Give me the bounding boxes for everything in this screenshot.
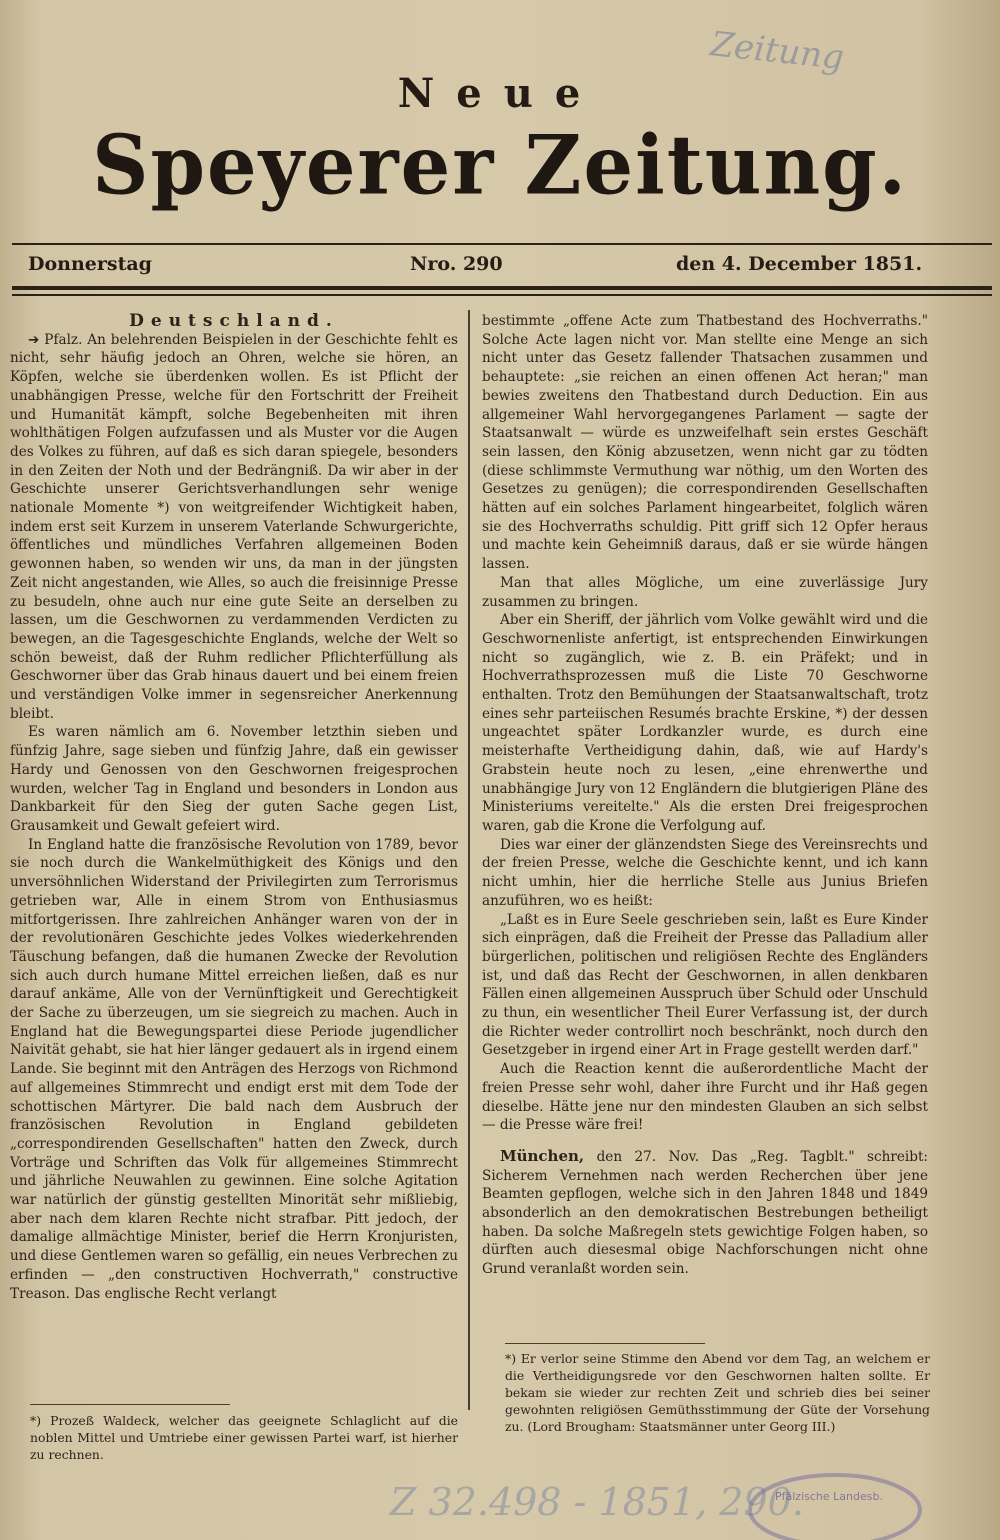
left-footnote-rule: [30, 1404, 230, 1405]
article-paragraph: Es waren nämlich am 6. November letzthin sieben und fünfzig Jahre, sage sieben und fünfzig Jahre, daß ein gewisser Hardy und Genossen von den Geschwornen freigesprochen wurden, welcher Tag in England und besonders in London aus Dankbarkeit für den Sieg der guten Sache gegen List, Grausamkeit und Gewalt gefeiert wird.: [10, 724, 458, 834]
article-paragraph: ➔ Pfalz. An belehrenden Beispielen in der Geschichte fehlt es nicht, sehr häufig jedoch an Ohren, welche sie hören, an Köpfen, welche sie überdenken wollen. Es ist Pflicht der unabhängigen Presse, welche für den Fortschritt der Freiheit und Humanität kämpft, solche Begebenheiten mit ihren wohlthätigen Folgen aufzufassen und als Muster vor die Augen des Volkes zu führen, auf daß es sich daran spiegele, besonders in den Zeiten der Noth und der Bedrängniß. Da wir aber in der Geschichte unserer Gerichtsverhandlungen sehr wenige nationale Momente *) von weitgreifender Wichtigkeit haben, indem erst seit Kurzem in unserem Vaterlande Schwurgerichte, öffentliches und mündliches Verfahren allgemeinen Boden gewonnen haben, so wenden wir uns, da man in der jüngsten Zeit nicht angestanden, wie Alles, so auch die freisinnige Presse zu besudeln, ohne auch nur eine gute Seite an derselben zu lassen, um die Geschwornen zu verdammenden Verdicten zu bewegen, an die Tagesgeschichte Englands, welche der Welt so schön beweist, daß der Ruhm redlicher Pflichterfüllung als Geschworner über das Grab hinaus dauert und bei einem freien und verständigen Volke immer in segensreicher Anerkennung bleibt.: [10, 331, 458, 722]
right-footnote-text: *) Er verlor seine Stimme den Abend vor dem Tag, an welchem er die Vertheidigungsrede vor den Geschwornen halten sollte. Er bekam sie wieder zur rechten Zeit und schrieb dies bei seiner gewohnten religiösen Gemüthsstimmung der Güte der Vorsehung zu. (Lord Brougham: Staatsmänner unter Georg III.): [505, 1351, 930, 1434]
section-title: Deutschland.: [129, 311, 339, 331]
top-rule: [12, 243, 992, 245]
article-paragraph: Aber ein Sheriff, der jährlich vom Volke gewählt wird und die Geschwornenliste anfertigt, ist entsprechenden Einwirkungen nicht so zugänglich, wie z. B. ein Präfekt; und in Hochverrathsprozessen muß die Liste 70 Geschworne enthalten. Trotz den Bemühungen der Staatsanwaltschaft, trotz eines sehr parteiischen Resumés brachte Erskine, *) der dessen ungeachtet später Lordkanzler wurde, es durch eine meisterhafte Vertheidigung dahin, daß, wie auf Hardy's Grabstein heute noch zu lesen, „eine ehrenwerthe und unabhängige Jury von 12 Engländern die blutgierigen Pläne des Ministeriums vereitelte." Als die ersten Drei freigesprochen waren, gab die Krone die Verfolgung auf.: [482, 612, 928, 834]
munich-text: den 27. Nov. Das „Reg. Tagblt." schreibt: Sicherem Vernehmen nach werden Recherchen über jene Beamten gepflogen, welche sich in den Jahren 1848 und 1849 absonderlich an den demokratischen Bestrebungen betheiligt haben. Da solche Maßregeln stets gewichtige Folgen haben, so dürften auch diesesmal obige Nachforschungen nicht ohne Grund veranlaßt worden sein.: [482, 1148, 928, 1278]
archive-stamp: [380, 1455, 1000, 1540]
svg-text:Pfälzische Landesb.: Pfälzische Landesb.: [775, 1490, 883, 1503]
article-paragraph: Dies war einer der glänzendsten Siege des Vereinsrechts und der freien Presse, welche die Geschichte kennt, und ich kann nicht umhin, hier die herrliche Stelle aus Junius Briefen anzuführen, wo es heißt:: [482, 836, 928, 909]
right-column: [482, 312, 928, 1279]
double-rule-thick: [12, 286, 992, 290]
article-paragraph: In England hatte die französische Revolution von 1789, bevor sie noch durch die Wankelmüthigkeit des Königs und den unversöhnlichen Widerstand der Privilegirten zum Terrorismus getrieben war, Alle in einem Strom von Enthusiasmus mitfortgerissen. Ihre zahlreichen Anhänger waren von der in der revolutionären Geschichte jedes Volkes wiederkehrenden Täuschung befangen, daß die humanen Zwecke der Revolution sich auch durch humane Mittel erreichen ließen, daß es nur darauf ankäme, Alle von der Vernünftigkeit und Gerechtigkeit der Sache zu überzeugen, um sie siegreich zu machen. Auch in England hat die Bewegungspartei diese Periode jugendlicher Naivität gehabt, sie hat hier länger gedauert als in irgend einem Lande. Sie beginnt mit den Anträgen des Herzogs von Richmond auf allgemeines Stimmrecht und endigt erst mit dem Tode der schottischen Märtyrer. Die bald nach dem Ausbruch der französischen Revolution in England gebildeten „correspondirenden Gesellschaften" hatten den Zweck, durch Vorträge und Schriften das Volk für allgemeines Stimmrecht und jährliche Neuwahlen zu gewinnen. Eine solche Agitation war natürlich der günstig gestellten Minorität sehr mißliebig, aber nach dem klaren Rechte nicht strafbar. Pitt jedoch, der damalige allmächtige Minister, berief die Herrn Kronjuristen, und diese Gentlemen waren so gefällig, ein neues Verbrechen zu erfinden — „den constructiven Hochverrath," constructive Treason. Das englische Recht verlangt: [10, 836, 458, 1302]
double-rule-thin: [12, 294, 992, 296]
svg-text:Z 32.498 - 1851, 290.: Z 32.498 - 1851, 290.: [390, 1480, 804, 1524]
svg-text:Zeitung: Zeitung: [708, 24, 846, 78]
masthead-title: Speyerer Zeitung.: [92, 117, 908, 214]
article-paragraph: bestimmte „offene Acte zum Thatbestand des Hochverraths." Solche Acte lagen nicht vor. Man stellte eine Menge an sich nicht unter das Gesetz fallender Thatsachen zusammen und behauptete: „sie reichen an einen offenen Act heran;" man bewies zweitens den Thatbestand durch Deduction. Ein aus allgemeiner Wahl hervorgegangenes Parlament — sagte der Staatsanwalt — würde es unzweifelhaft sein erstes Geschäft sein lassen, den König abzusetzen, wenn nicht gar zu tödten (diese schlimmste Vermuthung war nöthig, um den Worten des Gesetzes zu genügen); die correspondirenden Gesellschaften hätten auf ein solches Parlament hingearbeitet, folglich wären sie des Hochverraths schuldig. Pitt griff sich 12 Opfer heraus und machte kein Geheimniß daraus, daß er sie würde hängen lassen.: [482, 313, 928, 573]
dateline-number: Nro. 290: [410, 253, 503, 275]
article-paragraph: Man that alles Mögliche, um eine zuverlässige Jury zusammen zu bringen.: [482, 574, 928, 610]
article-paragraph: Auch die Reaction kennt die außerordentliche Macht der freien Presse sehr wohl, daher ihre Furcht und ihr Haß gegen dieselbe. Hätte jene nur den mindesten Glauben an sich selbst — die Presse wäre frei!: [482, 1061, 928, 1134]
dateline-weekday: Donnerstag: [28, 253, 152, 275]
dateline: [0, 253, 1000, 283]
quote-paragraph: „Laßt es in Eure Seele geschrieben sein, laßt es Eure Kinder sich einprägen, daß die Freiheit der Presse das Palladium aller bürgerlichen, politischen und religiösen Rechte des Engländers ist, und daß das Recht der Geschwornen, in allen denkbaren Fällen einen allgemeinen Ausspruch über Schuld oder Unschuld zu thun, ein wesentlicher Theil Eurer Verfassung ist, der durch die Richter weder controllirt noch beschränkt, noch durch den Gesetzgeber in irgend einer Art in Frage gestellt werden darf.": [482, 911, 928, 1059]
munich-heading: München,: [500, 1146, 585, 1165]
left-column: [10, 312, 458, 1303]
right-footnote: [505, 1350, 930, 1435]
column-divider: [468, 310, 470, 1410]
left-footnote-text: *) Prozeß Waldeck, welcher das geeignete Schlaglicht auf die noblen Mittel und Umtriebe einer gewissen Partei warf, ist hierher zu rechnen.: [30, 1413, 458, 1462]
masthead-top: Neue: [397, 70, 603, 117]
munich-paragraph: [482, 1147, 928, 1279]
right-footnote-rule: [505, 1343, 705, 1344]
dateline-date: den 4. December 1851.: [676, 253, 923, 275]
